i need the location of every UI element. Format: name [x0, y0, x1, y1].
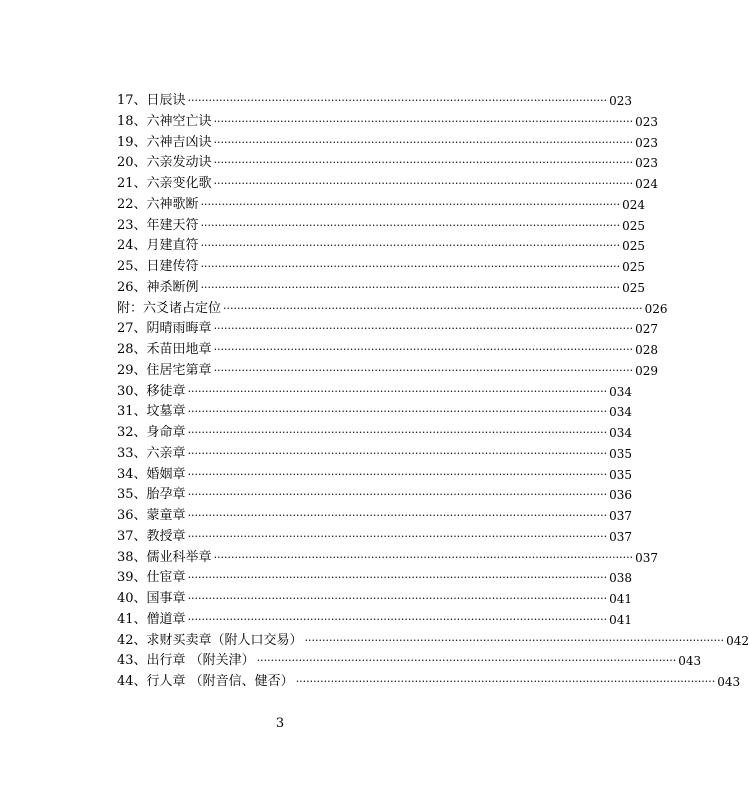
toc-entry — [117, 278, 646, 299]
toc-entry — [117, 153, 659, 174]
toc-entry-title: 月建直符 — [146, 238, 199, 254]
toc-entry-title: 出行章 （附关津） — [146, 653, 255, 669]
dot-leader: ························································································································ — [213, 363, 634, 377]
toc-entry-title: 儒业科举章 — [146, 549, 212, 565]
toc-entry-number: 44、 — [117, 674, 147, 689]
toc-entry-title: 附：六爻诸占定位 — [117, 300, 222, 316]
toc-entry — [117, 340, 659, 361]
dot-leader: ························································································································ — [213, 343, 634, 356]
toc-entry-number: 39、 — [117, 570, 147, 586]
dot-leader: ························································································································ — [187, 571, 608, 585]
toc-entry — [117, 402, 633, 423]
toc-entry — [117, 423, 633, 444]
toc-entry-title: 六亲变化歌 — [146, 176, 212, 191]
toc-entry-title: 六神吉凶诀 — [146, 134, 212, 150]
toc-entry-page: 034 — [609, 384, 633, 399]
toc-entry — [117, 174, 659, 195]
toc-entry-title: 六神空亡诀 — [146, 113, 212, 129]
dot-leader: ························································································································ — [200, 197, 621, 211]
toc-entry-page: 037 — [609, 509, 633, 523]
dot-leader: ························································································································ — [187, 612, 608, 626]
toc-entry-title: 僧道章 — [146, 611, 186, 627]
dot-leader: ························································································································ — [256, 654, 677, 668]
toc-entry-title: 年建天符 — [146, 217, 199, 233]
dot-leader: ························································································································ — [200, 218, 621, 232]
toc-entry — [117, 506, 633, 527]
toc-entry-page: 034 — [609, 405, 633, 420]
toc-entry — [117, 610, 633, 631]
dot-leader: ························································································································ — [187, 94, 608, 107]
toc-entry-page: 043 — [717, 675, 741, 689]
toc-entry-title: 胎孕章 — [146, 487, 186, 503]
toc-entry — [117, 485, 633, 506]
toc-entry — [117, 589, 633, 610]
toc-entry-page: 023 — [635, 135, 659, 150]
toc-entry-title: 婚姻章 — [146, 466, 186, 482]
toc-entry-number: 18、 — [117, 113, 147, 129]
toc-entry-title: 六亲发动诀 — [146, 155, 212, 171]
toc-entry-number: 34、 — [117, 466, 147, 482]
toc-entry-page: 023 — [609, 94, 633, 108]
toc-entry — [117, 216, 646, 237]
toc-entry-page: 028 — [635, 343, 659, 357]
toc-entry-title: 日辰诀 — [146, 93, 186, 108]
dot-leader: ························································································································ — [187, 384, 608, 398]
dot-leader: ························································································································ — [187, 426, 608, 439]
toc-entry-number: 24、 — [117, 238, 147, 254]
toc-entry-number: 40、 — [117, 591, 147, 606]
toc-entry-title: 求财买卖章（附人口交易） — [146, 632, 303, 648]
toc-entry-title: 行人章 （附音信、健否） — [146, 674, 294, 689]
toc-entry — [117, 299, 668, 320]
toc-entry-page: 029 — [635, 363, 659, 378]
toc-entry-page: 025 — [622, 280, 646, 295]
toc-entry-number: 28、 — [117, 342, 147, 357]
toc-entry — [117, 195, 646, 216]
dot-leader: ························································································································ — [213, 177, 634, 190]
dot-leader: ························································································································ — [187, 509, 608, 522]
toc-entry — [117, 91, 633, 112]
toc-entry-page: 025 — [622, 218, 646, 233]
toc-entry-title: 六神歌断 — [146, 196, 199, 212]
toc-entry-title: 蒙童章 — [146, 508, 186, 523]
toc-entry-page: 025 — [622, 260, 646, 274]
dot-leader: ························································································································ — [200, 239, 621, 253]
toc-entry-number: 21、 — [117, 176, 147, 191]
dot-leader: ························································································································ — [200, 260, 621, 273]
toc-entry-number: 30、 — [117, 383, 147, 399]
dot-leader: ························································································································ — [213, 114, 634, 128]
dot-leader: ························································································································ — [187, 446, 608, 460]
toc-entry-title: 国事章 — [146, 591, 186, 606]
toc-entry-title: 阴晴雨晦章 — [146, 321, 212, 337]
toc-entry — [117, 361, 659, 382]
toc-entry-page: 041 — [609, 592, 633, 606]
toc-entry-number: 43、 — [117, 653, 147, 669]
toc-entry-title: 教授章 — [146, 528, 186, 544]
dot-leader: ························································································································ — [200, 280, 621, 294]
toc-entry-title: 神杀断例 — [146, 279, 199, 295]
toc-entry-title: 坟墓章 — [146, 404, 186, 420]
toc-entry-title: 移徒章 — [146, 383, 186, 399]
toc-entry — [117, 672, 741, 693]
toc-entry-number: 42、 — [117, 632, 147, 648]
dot-leader: ························································································································ — [187, 488, 608, 502]
toc-entry-number: 31、 — [117, 404, 147, 420]
toc-entry-title: 住居宅第章 — [146, 362, 212, 378]
toc-entry — [117, 319, 659, 340]
toc-entry — [117, 465, 633, 486]
dot-leader: ························································································································ — [187, 405, 608, 419]
toc-entry-number: 36、 — [117, 508, 147, 523]
toc-entry-page: 023 — [635, 114, 659, 129]
toc-entry-number: 26、 — [117, 279, 147, 295]
dot-leader: ························································································································ — [295, 675, 716, 688]
toc-entry-number: 20、 — [117, 155, 147, 171]
dot-leader: ························································································································ — [187, 592, 608, 605]
toc-entry-title: 仕宦章 — [146, 570, 186, 586]
toc-entry-page: 024 — [622, 197, 646, 212]
toc-entry — [117, 257, 646, 278]
toc-entry-number: 35、 — [117, 487, 147, 503]
toc-entry-number: 29、 — [117, 362, 147, 378]
table-of-contents — [117, 91, 749, 693]
toc-entry-page: 025 — [622, 239, 646, 254]
toc-entry-page: 035 — [609, 467, 633, 482]
toc-entry — [117, 133, 659, 154]
toc-entry-page: 041 — [609, 612, 633, 627]
toc-entry — [117, 631, 749, 652]
toc-entry-number: 33、 — [117, 445, 147, 461]
page-number: 3 — [275, 716, 285, 731]
toc-entry — [117, 382, 633, 403]
toc-entry — [117, 444, 633, 465]
toc-entry-number: 25、 — [117, 259, 147, 274]
toc-entry-number: 41、 — [117, 611, 147, 627]
toc-entry-page: 024 — [635, 177, 659, 191]
toc-entry-title: 禾苗田地章 — [146, 342, 212, 357]
toc-entry — [117, 527, 633, 548]
dot-leader: ························································································································ — [187, 467, 608, 481]
toc-entry-page: 026 — [644, 301, 668, 316]
toc-entry-page: 037 — [635, 550, 659, 565]
toc-entry-page: 043 — [678, 654, 702, 669]
toc-entry-number: 38、 — [117, 549, 147, 565]
dot-leader: ························································································································ — [223, 301, 643, 315]
dot-leader: ························································································································ — [213, 550, 634, 564]
dot-leader: ························································································································ — [213, 322, 634, 336]
toc-entry-number: 19、 — [117, 134, 147, 150]
toc-entry-title: 六亲章 — [146, 445, 186, 461]
toc-entry — [117, 651, 702, 672]
dot-leader: ························································································································ — [187, 529, 608, 543]
toc-entry-title: 日建传符 — [146, 259, 199, 274]
toc-entry-page: 035 — [609, 446, 633, 461]
toc-entry-number: 32、 — [117, 425, 147, 440]
toc-entry — [117, 236, 646, 257]
toc-entry-page: 027 — [635, 322, 659, 337]
toc-entry-page: 023 — [635, 156, 659, 171]
toc-entry-page: 036 — [609, 488, 633, 503]
toc-entry-number: 37、 — [117, 528, 147, 544]
toc-entry-page: 037 — [609, 529, 633, 544]
toc-entry-title: 身命章 — [146, 425, 186, 440]
toc-entry-number: 22、 — [117, 196, 147, 212]
dot-leader: ························································································································ — [213, 156, 634, 170]
toc-entry — [117, 548, 659, 569]
toc-entry-number: 17、 — [117, 93, 147, 108]
dot-leader: ························································································································ — [304, 633, 725, 647]
toc-entry — [117, 568, 633, 589]
toc-entry-page: 038 — [609, 571, 633, 586]
toc-entry — [117, 112, 659, 133]
toc-entry-page: 034 — [609, 426, 633, 440]
dot-leader: ························································································································ — [213, 135, 634, 149]
toc-entry-number: 23、 — [117, 217, 147, 233]
toc-entry-page: 042 — [726, 633, 749, 648]
toc-entry-number: 27、 — [117, 321, 147, 337]
